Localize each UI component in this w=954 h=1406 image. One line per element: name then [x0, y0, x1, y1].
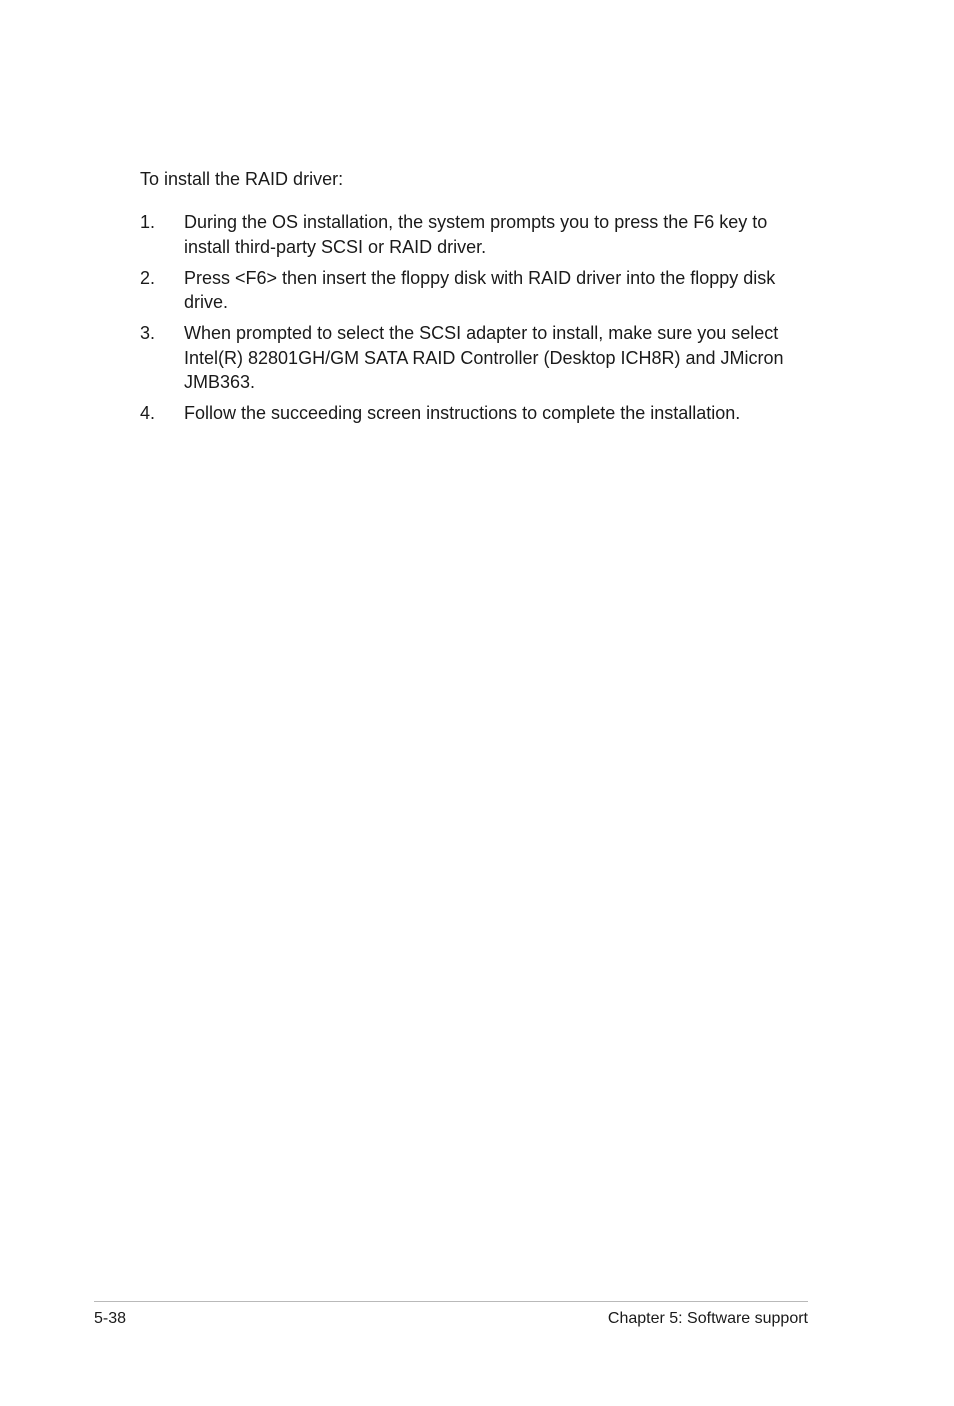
installation-steps-list	[140, 210, 812, 432]
step-text: Follow the succeeding screen instructions to complete the installation.	[184, 403, 741, 423]
step-text: During the OS installation, the system prompts you to press the F6 key to install third-party SCSI or RAID driver.	[184, 212, 768, 257]
step-number: 3.	[140, 323, 156, 343]
step-text: Press <F6> then insert the floppy disk with RAID driver into the floppy disk drive.	[184, 267, 776, 312]
step-number: 1.	[140, 212, 156, 232]
footer-chapter-title: Chapter 5: Software support	[607, 1310, 808, 1327]
list-item	[140, 401, 812, 426]
step-number: 2.	[140, 267, 156, 288]
intro-text: To install the RAID driver:	[140, 169, 344, 189]
footer-divider	[94, 1301, 808, 1302]
footer-page-number: 5-38	[94, 1310, 127, 1327]
step-number: 4.	[140, 403, 156, 423]
list-item	[140, 321, 812, 395]
list-item	[140, 266, 812, 315]
list-item	[140, 210, 812, 259]
step-text: When prompted to select the SCSI adapter to install, make sure you select Intel(R) 82801GH/GM SATA RAID Controller (Desktop ICH8R) and JMicron JMB363.	[184, 323, 784, 392]
